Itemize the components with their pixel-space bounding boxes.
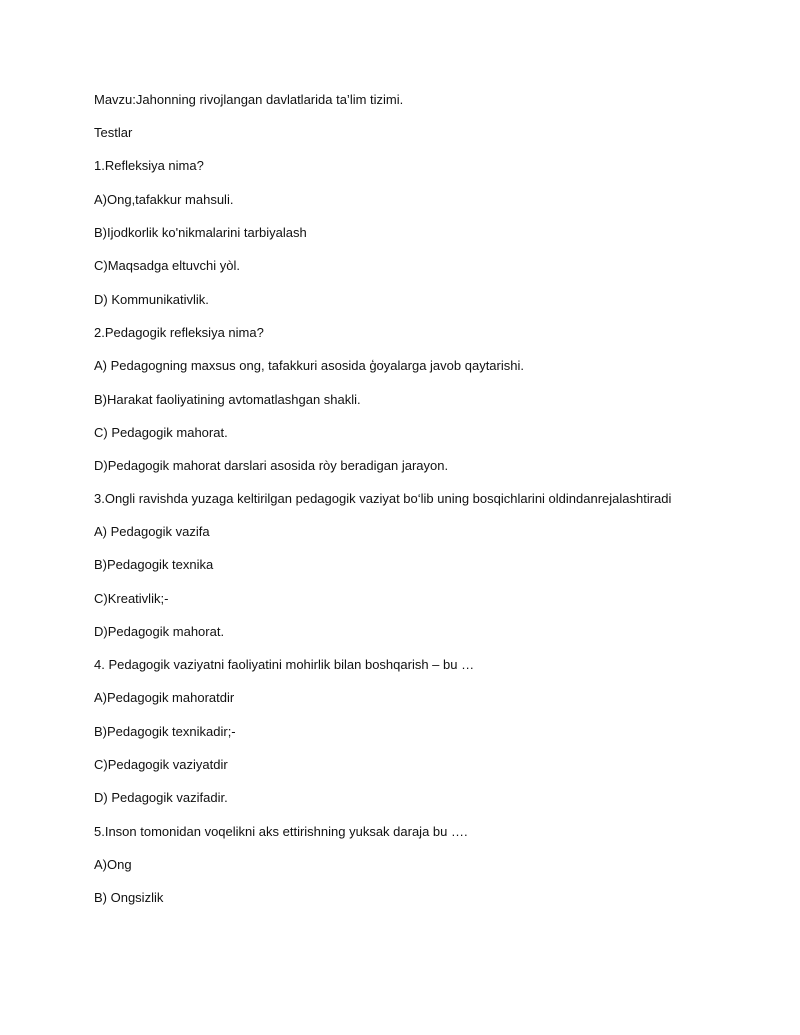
question-4-option-c: C)Pedagogik vaziyatdir <box>94 757 228 772</box>
question-4-option-a: A)Pedagogik mahoratdir <box>94 690 235 705</box>
question-2-option-c: C) Pedagogik mahorat. <box>94 425 228 440</box>
question-3-option-c: C)Kreativlik;- <box>94 591 169 606</box>
question-1-option-d: D) Kommunikativlik. <box>94 292 209 307</box>
question-3: 3.Ongli ravishda yuzaga keltirilgan pedagogik vaziyat bo‘lib uning bosqichlarini oldindanrejalashtiradi <box>94 491 672 506</box>
question-2-option-a: A) Pedagogning maxsus ong, tafakkuri asosida ģoyalarga javob qaytarishi. <box>94 358 524 373</box>
question-1-option-b: B)Ijodkorlik ko'nikmalarini tarbiyalash <box>94 225 307 240</box>
question-3-option-d: D)Pedagogik mahorat. <box>94 624 225 639</box>
question-2-option-d: D)Pedagogik mahorat darslari asosida ròy beradigan jarayon. <box>94 458 449 473</box>
question-2-option-b: B)Harakat faoliyatining avtomatlashgan shakli. <box>94 392 361 407</box>
question-1: 1.Refleksiya nima? <box>94 158 204 173</box>
question-4-option-d: D) Pedagogik vazifadir. <box>94 790 228 805</box>
question-1-option-c: C)Maqsadga eltuvchi yòl. <box>94 258 240 273</box>
question-3-option-a: A) Pedagogik vazifa <box>94 524 210 539</box>
question-5-option-a: A)Ong <box>94 857 132 872</box>
question-4-option-b: B)Pedagogik texnikadir;- <box>94 724 236 739</box>
question-1-option-a: A)Ong,tafakkur mahsuli. <box>94 192 234 207</box>
question-5-option-b: B) Ongsizlik <box>94 890 164 905</box>
document-title: Mavzu:Jahonning rivojlangan davlatlarida ta’lim tizimi. <box>94 92 404 107</box>
question-5: 5.Inson tomonidan voqelikni aks ettirishning yuksak daraja bu …. <box>94 824 468 839</box>
question-3-option-b: B)Pedagogik texnika <box>94 557 214 572</box>
question-2: 2.Pedagogik refleksiya nima? <box>94 325 264 340</box>
question-4: 4. Pedagogik vaziyatni faoliyatini mohirlik bilan boshqarish – bu … <box>94 657 475 672</box>
section-heading: Testlar <box>94 125 133 140</box>
